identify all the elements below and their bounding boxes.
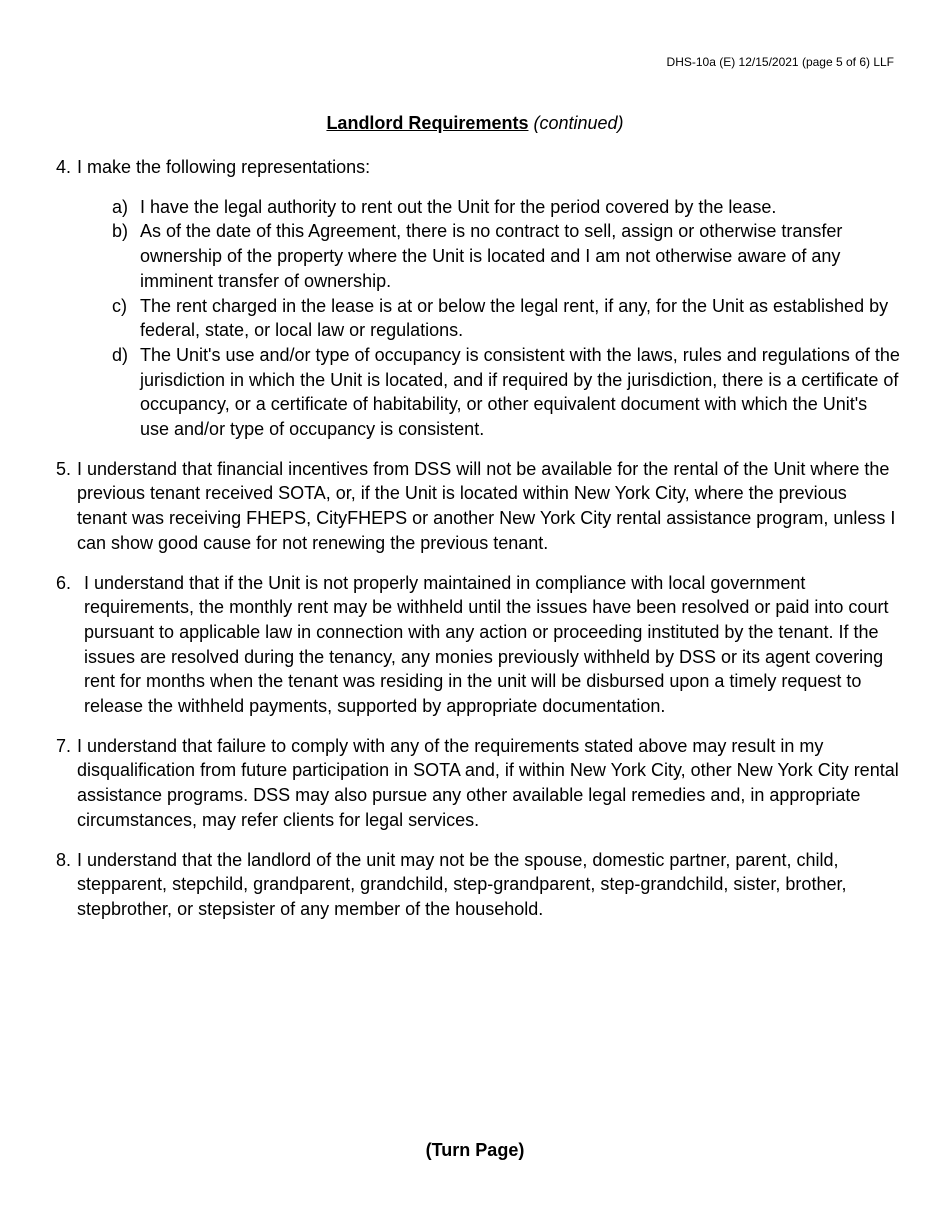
section-subtitle: (continued) (533, 113, 624, 133)
subitem-text: The Unit's use and/or type of occupancy is consistent with the laws, rules and regulations of the jurisdiction in which the Unit is located, and if required by the jurisdiction, there is a certificate of occupancy, or a certificate of habitability, or other equivalent document with which the Unit's use and/or type of occupancy is consistent. (140, 344, 900, 440)
sublist-item-b (112, 219, 901, 293)
subitem-text: I have the legal authority to rent out the Unit for the period covered by the lease. (140, 196, 777, 217)
item-text: I understand that financial incentives from DSS will not be available for the rental of the Unit where the previous tenant received SOTA, or, if the Unit is located within New York City, where the previous tenant was receiving FHEPS, CityFHEPS or another New York City rental assistance program, unless I can show good cause for not renewing the previous tenant. (77, 458, 896, 553)
requirements-list (56, 155, 901, 937)
form-identifier: DHS-10a (E) 12/15/2021 (page 5 of 6) LLF (666, 55, 894, 69)
turn-page-notice: (Turn Page) (425, 1140, 525, 1160)
subitem-letter: d) (112, 344, 129, 365)
item-text: I make the following representations: (77, 157, 371, 177)
subitem-letter: c) (112, 295, 127, 316)
item-number: 4. (56, 157, 72, 177)
item-number: 6. (56, 572, 72, 593)
sublist-item-a (112, 195, 901, 220)
list-item-8 (56, 848, 901, 922)
item-number: 7. (56, 735, 72, 756)
section-heading (0, 113, 950, 134)
item-number: 8. (56, 849, 72, 870)
list-item-6 (56, 571, 901, 719)
section-title: Landlord Requirements (326, 113, 529, 133)
list-item-7 (56, 734, 901, 833)
subitem-letter: b) (112, 221, 129, 242)
subitem-letter: a) (112, 196, 129, 217)
item-number: 5. (56, 458, 72, 479)
subitem-text: The rent charged in the lease is at or below the legal rent, if any, for the Unit as established by federal, state, or local law or regulations. (140, 295, 889, 341)
sublist-item-c (112, 294, 901, 343)
list-item-4 (56, 155, 901, 442)
item-text: I understand that the landlord of the unit may not be the spouse, domestic partner, parent, child, stepparent, stepchild, grandparent, grandchild, step-grandparent, step-grandchild, sister, brother, stepbrother, or stepsister of any member of the household. (77, 849, 847, 919)
list-item-5 (56, 457, 901, 556)
representations-sublist (56, 195, 901, 442)
item-text: I understand that failure to comply with any of the requirements stated above may result in my disqualification from future participation in SOTA and, if within New York City, other New York City rental assistance programs. DSS may also pursue any other available legal remedies and, in appropriate circumstances, may refer clients for legal services. (77, 735, 899, 830)
sublist-item-d (112, 343, 901, 442)
item-text: I understand that if the Unit is not properly maintained in compliance with local government requirements, the monthly rent may be withheld until the issues have been resolved or paid into court pursuant to applicable law in connection with any action or proceeding instituted by the tenant. If the issues are resolved during the tenancy, any monies previously withheld by DSS or its agent covering rent for months when the tenant was residing in the unit will be disbursed upon a timely request to release the withheld payments, supported by appropriate documentation. (84, 572, 889, 717)
subitem-text: As of the date of this Agreement, there is no contract to sell, assign or otherwise transfer ownership of the property where the Unit is located and I am not otherwise aware of any imminent transfer of ownership. (140, 221, 843, 291)
